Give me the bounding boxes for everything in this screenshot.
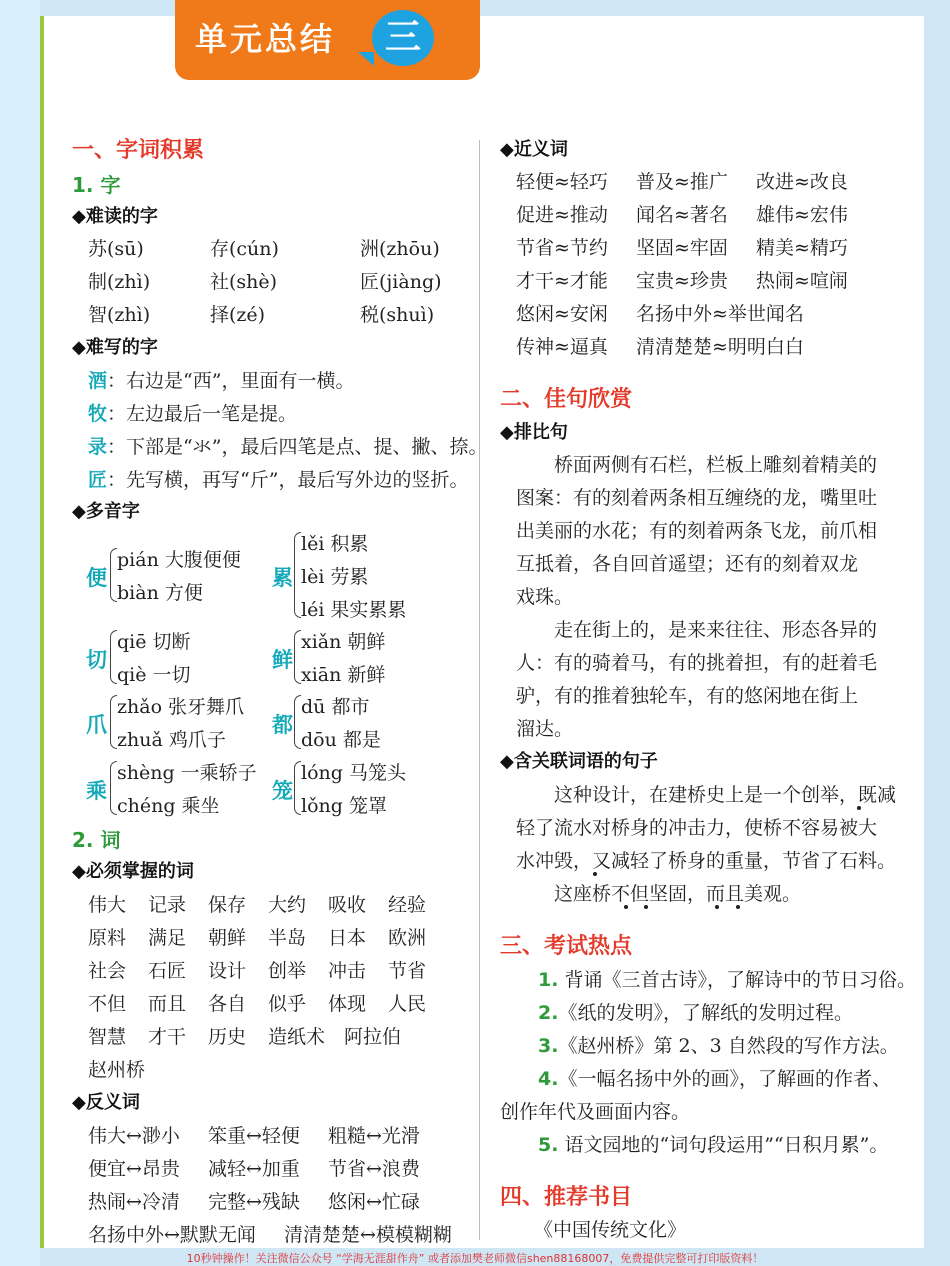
- brace: [294, 695, 301, 749]
- word: 似乎: [268, 993, 307, 1015]
- word: 体现: [328, 993, 367, 1015]
- polyphone-char: 爪: [86, 712, 107, 737]
- synonym: 闻名≈著名: [636, 204, 728, 226]
- antonym: 热闹↔冷清: [88, 1191, 180, 1213]
- paragraph-line: 出美丽的水花；有的刻着两条飞龙，前爪相: [516, 520, 878, 542]
- synonym: 宝贵≈珍贵: [636, 270, 728, 292]
- antonym: 悠闲↔忙碌: [328, 1191, 420, 1213]
- word: 伟大: [88, 894, 127, 916]
- emphasis-dot: [857, 806, 861, 810]
- section-title-exam: 三、考试热点: [500, 934, 633, 959]
- paragraph-line: 驴，有的推着独轮车，有的悠闲地在街上: [516, 685, 859, 707]
- hard-read-item: 洲(zhōu): [360, 238, 440, 260]
- synonym: 节省≈节约: [516, 237, 608, 259]
- antonym: 完整↔残缺: [208, 1191, 300, 1213]
- emphasis-dot: [715, 905, 719, 909]
- brace: [294, 532, 301, 618]
- polyphone-reading: shèng 一乘轿子: [117, 762, 257, 784]
- word: 设计: [208, 960, 247, 982]
- brace: [110, 630, 117, 684]
- paragraph-line: 这座桥不但坚固，而且美观。: [516, 883, 802, 905]
- paragraph-line: 人：有的骑着马，有的挑着担，有的赶着毛: [516, 652, 878, 674]
- word: 记录: [148, 894, 187, 916]
- conjunction-title: ◆含关联词语的句子: [500, 751, 658, 772]
- polyphone-reading: biàn 方便: [117, 582, 203, 604]
- paragraph-line: 轻了流水对桥身的冲击力，使桥不容易被大: [516, 817, 878, 839]
- hard-read-item: 存(cún): [210, 238, 279, 260]
- hard-read-item: 制(zhì): [88, 271, 151, 293]
- antonym: 名扬中外↔默默无闻: [88, 1224, 256, 1246]
- word: 大约: [268, 894, 307, 916]
- polyphone-reading: qiè 一切: [117, 664, 191, 686]
- polyphone-reading: qiē 切断: [117, 631, 191, 653]
- subsection-title-chars: 1. 字: [72, 173, 121, 197]
- antonym: 清清楚楚↔模模糊糊: [284, 1224, 452, 1246]
- antonym: 减轻↔加重: [208, 1158, 300, 1180]
- unit-header-title: 单元总结: [195, 20, 336, 58]
- word: 满足: [148, 927, 187, 949]
- paragraph-line: 水冲毁，又减轻了桥身的重量，节省了石料。: [516, 850, 897, 872]
- exam-item: 4.《一幅名扬中外的画》，了解画的作者、: [538, 1068, 891, 1090]
- word: 创举: [268, 960, 307, 982]
- synonym: 名扬中外≈举世闻名: [636, 303, 804, 325]
- antonym: 便宜↔昂贵: [88, 1158, 180, 1180]
- badge-tail: [358, 52, 374, 66]
- word: 原料: [88, 927, 127, 949]
- word: 造纸术: [268, 1026, 326, 1048]
- polyphone-title: ◆多音字: [72, 501, 140, 522]
- section-title-vocab: 一、字词积累: [72, 138, 205, 163]
- synonym: 悠闲≈安闲: [516, 303, 608, 325]
- subsection-title-words: 2. 词: [72, 828, 121, 852]
- word: 而且: [148, 993, 187, 1015]
- word: 历史: [208, 1026, 247, 1048]
- word: 人民: [388, 993, 427, 1015]
- polyphone-reading: lèi 劳累: [301, 566, 369, 588]
- brace: [294, 630, 301, 684]
- word: 阿拉伯: [344, 1026, 402, 1048]
- polyphone-char: 切: [86, 647, 107, 672]
- synonym: 精美≈精巧: [756, 237, 848, 259]
- word: 保存: [208, 894, 247, 916]
- hard-write-item: 录：下部是“氺”，最后四笔是点、提、撇、捺。: [88, 436, 488, 458]
- paragraph-line: 桥面两侧有石栏，栏板上雕刻着精美的: [516, 454, 878, 476]
- polyphone-char: 累: [272, 565, 293, 590]
- word: 不但: [88, 993, 127, 1015]
- antonym: 节省↔浪费: [328, 1158, 420, 1180]
- polyphone-char: 便: [86, 565, 107, 590]
- word: 社会: [88, 960, 127, 982]
- polyphone-char: 乘: [86, 778, 107, 803]
- paragraph-line: 互抵着，各自回首遥望；还有的刻着双龙: [516, 553, 859, 575]
- polyphone-reading: lǒng 笼罩: [301, 795, 387, 817]
- recommended-book: 《中国传统文化》: [534, 1219, 687, 1241]
- column-divider: [479, 140, 480, 1240]
- word: 经验: [388, 894, 427, 916]
- polyphone-reading: lěi 积累: [301, 533, 369, 555]
- antonym: 笨重↔轻便: [208, 1125, 300, 1147]
- hard-read-item: 税(shuì): [360, 304, 435, 326]
- polyphone-reading: dū 都市: [301, 696, 370, 718]
- word: 日本: [328, 927, 367, 949]
- hard-write-item: 酒：右边是“西”，里面有一横。: [88, 370, 355, 392]
- antonym: 伟大↔渺小: [88, 1125, 180, 1147]
- polyphone-char: 都: [272, 712, 293, 737]
- synonym: 传神≈逼真: [516, 336, 608, 358]
- paragraph-line: 图案：有的刻着两条相互缠绕的龙，嘴里吐: [516, 487, 878, 509]
- word: 石匠: [148, 960, 187, 982]
- hard-write-title: ◆难写的字: [72, 337, 158, 358]
- word: 节省: [388, 960, 427, 982]
- brace: [294, 761, 301, 815]
- word: 才干: [148, 1026, 187, 1048]
- synonym: 改进≈改良: [756, 171, 848, 193]
- word: 各自: [208, 993, 247, 1015]
- section-title-books: 四、推荐书目: [500, 1185, 633, 1210]
- hard-read-item: 苏(sū): [88, 238, 144, 260]
- emphasis-dot: [593, 872, 597, 876]
- unit-number-badge: 三: [372, 10, 434, 66]
- antonym-title: ◆反义词: [72, 1092, 140, 1113]
- hard-read-item: 智(zhì): [88, 304, 151, 326]
- paragraph-line: 这种设计，在建桥史上是一个创举，既减: [516, 784, 897, 806]
- word: 吸收: [328, 894, 367, 916]
- footer-notice: 10秒钟操作！关注微信公众号 “学海无涯甜作舟” 或者添加樊老师微信shen88168007，免费提供完整可打印版资料！: [186, 1252, 764, 1265]
- polyphone-reading: xiǎn 朝鲜: [301, 631, 386, 653]
- brace: [110, 761, 117, 815]
- hard-read-item: 社(shè): [210, 271, 278, 293]
- synonym: 清清楚楚≈明明白白: [636, 336, 804, 358]
- polyphone-reading: zhuǎ 鸡爪子: [117, 729, 226, 751]
- emphasis-dot: [644, 905, 648, 909]
- word: 赵州桥: [88, 1059, 146, 1081]
- word: 朝鲜: [208, 927, 247, 949]
- section-title-sentences: 二、佳句欣赏: [500, 387, 633, 412]
- synonym: 坚固≈牢固: [636, 237, 728, 259]
- parallel-title: ◆排比句: [500, 422, 568, 443]
- synonym: 才干≈才能: [516, 270, 608, 292]
- synonym: 热闹≈喧闹: [756, 270, 848, 292]
- hard-read-title: ◆难读的字: [72, 206, 158, 227]
- polyphone-reading: dōu 都是: [301, 729, 381, 751]
- synonym: 轻便≈轻巧: [516, 171, 608, 193]
- polyphone-reading: lóng 马笼头: [301, 762, 406, 784]
- exam-item: 2.《纸的发明》，了解纸的发明过程。: [538, 1002, 853, 1024]
- paragraph-line: 走在街上的，是来来往往、形态各异的: [516, 619, 878, 641]
- hard-write-item: 牧：左边最后一笔是提。: [88, 403, 298, 425]
- polyphone-reading: pián 大腹便便: [117, 549, 241, 571]
- must-words-title: ◆必须掌握的词: [72, 861, 194, 882]
- polyphone-char: 鲜: [272, 647, 293, 672]
- synonym: 普及≈推广: [636, 171, 728, 193]
- word: 智慧: [88, 1026, 127, 1048]
- emphasis-dot: [624, 905, 628, 909]
- exam-item-continued: 创作年代及画面内容。: [500, 1101, 691, 1123]
- word: 冲击: [328, 960, 367, 982]
- hard-read-item: 择(zé): [210, 304, 266, 326]
- polyphone-reading: zhǎo 张牙舞爪: [117, 696, 245, 718]
- word: 半岛: [268, 927, 307, 949]
- polyphone-reading: léi 果实累累: [301, 599, 407, 621]
- emphasis-dot: [736, 905, 740, 909]
- exam-item: 5. 语文园地的“词句段运用”“日积月累”。: [538, 1134, 889, 1156]
- exam-item: 3.《赵州桥》第 2、3 自然段的写作方法。: [538, 1035, 899, 1057]
- synonym: 雄伟≈宏伟: [756, 204, 848, 226]
- exam-item: 1. 背诵《三首古诗》，了解诗中的节日习俗。: [538, 969, 917, 991]
- paragraph-line: 戏珠。: [516, 586, 574, 608]
- polyphone-char: 笼: [272, 778, 293, 803]
- paragraph-line: 溜达。: [516, 718, 574, 740]
- hard-write-item: 匠：先写横，再写“斤”，最后写外边的竖折。: [88, 469, 469, 491]
- polyphone-reading: chéng 乘坐: [117, 795, 220, 817]
- polyphone-reading: xiān 新鲜: [301, 664, 386, 686]
- brace: [110, 695, 117, 749]
- background-strip: [0, 0, 40, 1266]
- synonym-title: ◆近义词: [500, 139, 568, 160]
- word: 欧洲: [388, 927, 427, 949]
- brace: [110, 548, 117, 602]
- hard-read-item: 匠(jiàng): [360, 271, 442, 293]
- antonym: 粗糙↔光滑: [328, 1125, 420, 1147]
- synonym: 促进≈推动: [516, 204, 608, 226]
